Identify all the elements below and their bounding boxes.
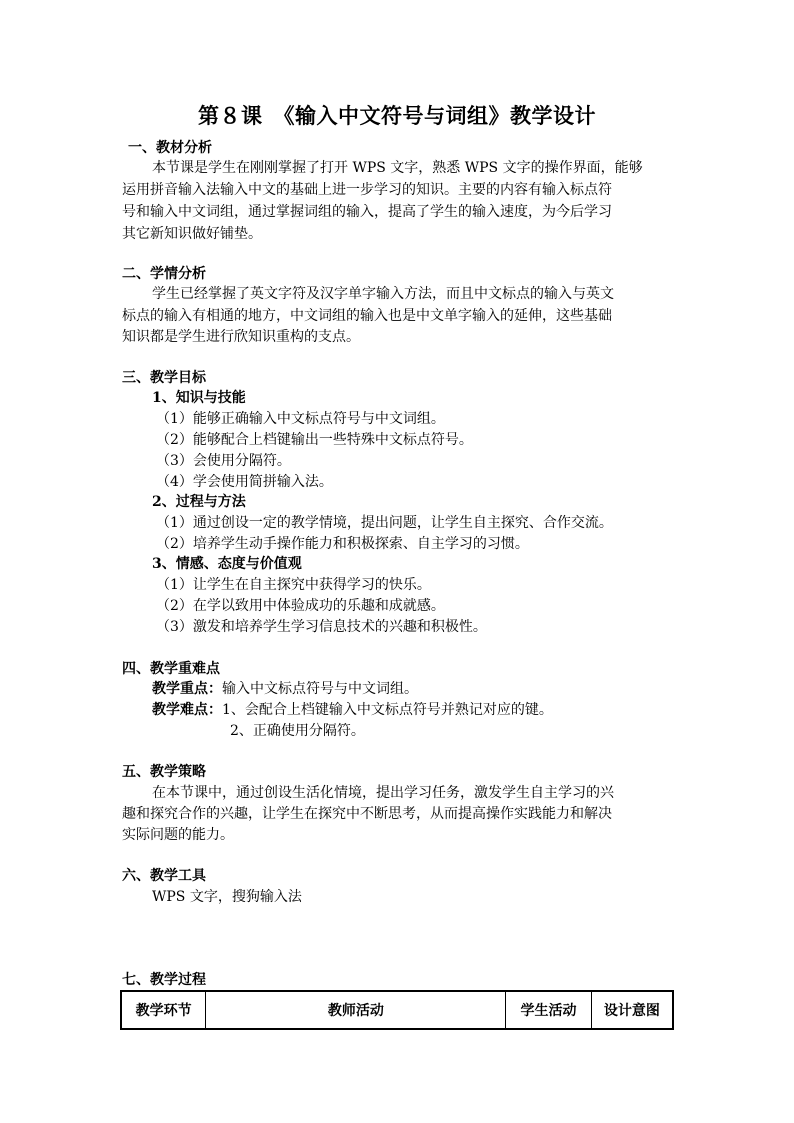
column-header-design-intent: 设计意图 (591, 991, 673, 1029)
list-item: （4）学会使用简拼输入法。 (156, 474, 333, 490)
list-item: （2）在学以致用中体验成功的乐趣和成就感。 (156, 598, 445, 614)
tools-text: WPS 文字，搜狗输入法 (152, 889, 302, 905)
list-item: （1）能够正确输入中文标点符号与中文词组。 (156, 411, 445, 427)
section-heading-textbook-analysis: 一、教材分析 (128, 140, 212, 156)
difficult-point-label: 教学难点： (152, 702, 222, 718)
table-header-row (121, 991, 673, 1029)
document-title: 第８课 《输入中文符号与词组》教学设计 (198, 103, 596, 128)
section-heading-key-difficult-points: 四、教学重难点 (122, 661, 220, 677)
section-heading-teaching-tools: 六、教学工具 (122, 868, 206, 884)
list-item: （3）激发和培养学生学习信息技术的兴趣和积极性。 (156, 619, 487, 635)
column-header-teacher-activity: 教师活动 (206, 991, 506, 1029)
column-header-teaching-stage: 教学环节 (121, 991, 206, 1029)
teaching-process-table (120, 990, 674, 1030)
paragraph-line: 趣和探究合作的兴趣，让学生在探究中不断思考，从而提高操作实践能力和解决 (122, 806, 612, 822)
section-heading-teaching-process: 七、教学过程 (122, 972, 206, 988)
list-item: （1）通过创设一定的教学情境，提出问题，让学生自主探究、合作交流。 (156, 515, 613, 531)
paragraph-line: 知识都是学生进行欣知识重构的支点。 (122, 329, 360, 345)
list-item: （1）让学生在自主探究中获得学习的快乐。 (156, 577, 431, 593)
subheading-process-methods: 2、过程与方法 (152, 494, 246, 510)
paragraph-line: 学生已经掌握了英文字符及汉字单字输入方法，而且中文标点的输入与英文 (152, 286, 614, 302)
paragraph-line: 在本节课中，通过创设生活化情境，提出学习任务，激发学生自主学习的兴 (152, 785, 614, 801)
paragraph-line: 标点的输入有相通的地方，中文词组的输入也是中文单字输入的延伸，这些基础 (122, 308, 612, 324)
subheading-emotion-attitude: 3、情感、态度与价值观 (152, 556, 302, 572)
list-item: （2）能够配合上档键输出一些特殊中文标点符号。 (156, 432, 473, 448)
difficult-point-text: 2、正确使用分隔符。 (230, 723, 365, 739)
paragraph-line: 实际问题的能力。 (122, 827, 234, 843)
list-item: （3）会使用分隔符。 (156, 453, 291, 469)
difficult-point-line (152, 700, 553, 720)
list-item: （2）培养学生动手操作能力和积极探索、自主学习的习惯。 (156, 536, 529, 552)
key-point-label: 教学重点： (152, 681, 222, 697)
paragraph-line: 运用拼音输入法输入中文的基础上进一步学习的知识。主要的内容有输入标点符 (122, 182, 612, 198)
paragraph-line: 其它新知识做好铺垫。 (122, 226, 262, 242)
section-heading-teaching-objectives: 三、教学目标 (122, 370, 206, 386)
subheading-knowledge-skills: 1、知识与技能 (152, 390, 246, 406)
key-point-text: 输入中文标点符号与中文词组。 (222, 681, 418, 697)
section-heading-teaching-strategy: 五、教学策略 (122, 764, 206, 780)
paragraph-line: 号和输入中文词组，通过掌握词组的输入，提高了学生的输入速度，为今后学习 (122, 204, 612, 220)
section-heading-learner-analysis: 二、学情分析 (122, 266, 206, 282)
paragraph-line: 本节课是学生在刚刚掌握了打开 WPS 文字，熟悉 WPS 文字的操作界面，能够 (152, 160, 643, 176)
key-point-line (152, 679, 418, 699)
column-header-student-activity: 学生活动 (506, 991, 591, 1029)
difficult-point-text: 1、会配合上档键输入中文标点符号并熟记对应的键。 (222, 702, 553, 718)
